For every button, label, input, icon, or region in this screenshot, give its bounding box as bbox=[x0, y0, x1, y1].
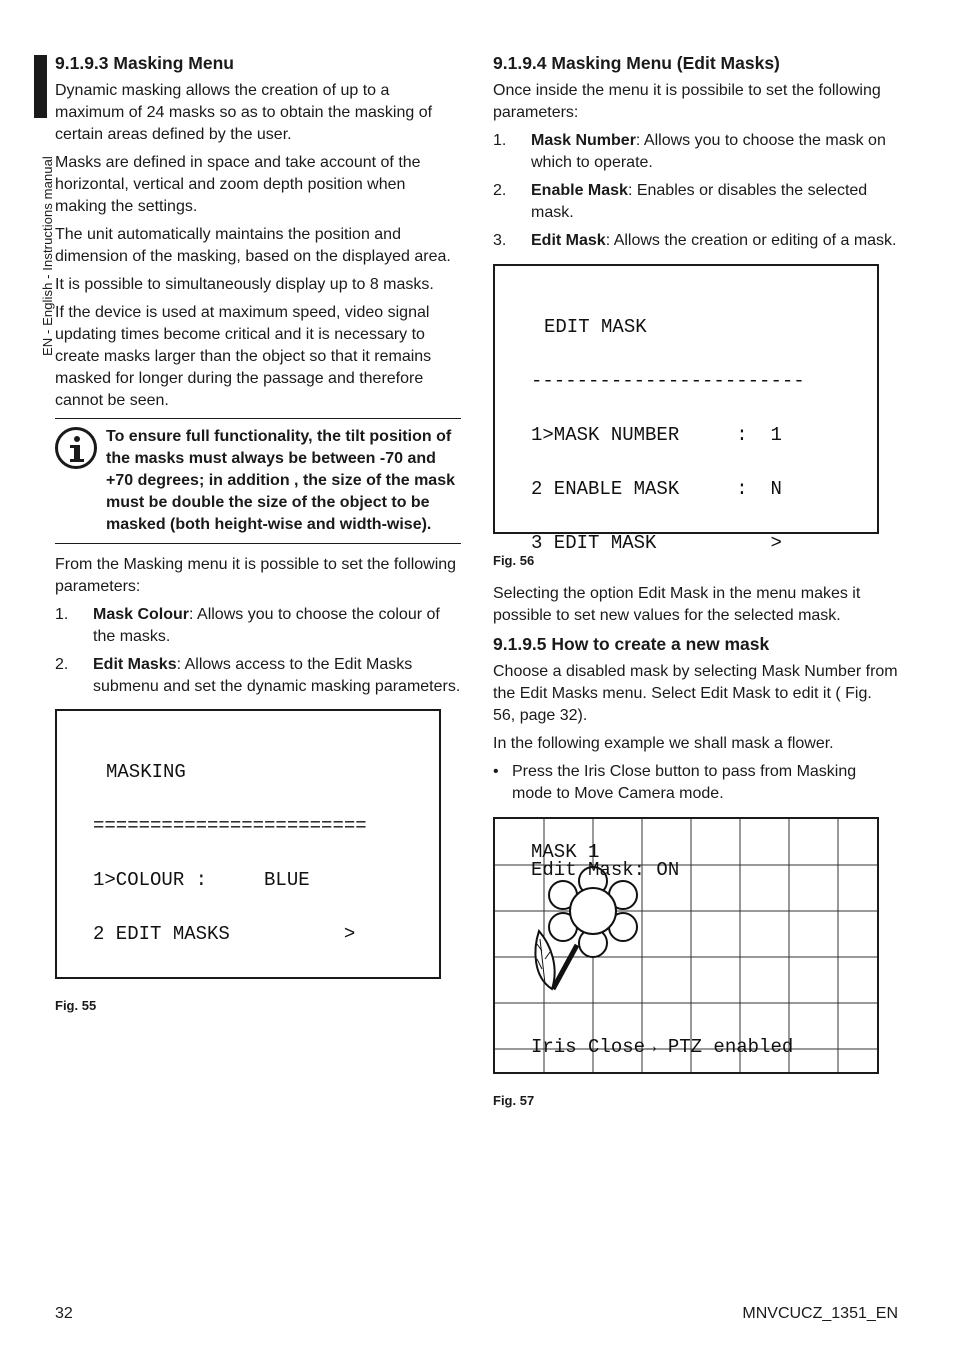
list-item: 3. Edit Mask: Allows the creation or editing of a mask. bbox=[493, 232, 897, 249]
osd-line: 3 EDIT MASK > bbox=[531, 532, 782, 554]
figure-caption: Fig. 55 bbox=[55, 998, 97, 1013]
section-heading-edit-masks: 9.1.9.4 Masking Menu (Edit Masks) bbox=[493, 53, 780, 73]
paragraph: If the device is used at maximum speed, video signal updating times become critical and it is necessary to create masks larger than the object so that it remains masked for longer during the passage and therefore cannot be seen. bbox=[55, 304, 432, 409]
osd-title: EDIT MASK bbox=[544, 316, 647, 338]
list-item: • Press the Iris Close button to pass from Masking mode to Move Camera mode. bbox=[493, 763, 857, 802]
note-text: To ensure full functionality, the tilt position of the masks must always be between -70 and +70 degrees; in addition , the size of the mask must be double the size of the object to be masked (both height-wise and width-wise). bbox=[106, 428, 455, 533]
paragraph: Choose a disabled mask by selecting Mask Number from the Edit Masks menu. Select Edit Mask to edit it ( Fig. 56, page 32). bbox=[493, 663, 898, 724]
page-number: 32 bbox=[55, 1305, 73, 1322]
osd-edit-mask-menu bbox=[493, 264, 879, 554]
list-item: 1. Mask Colour: Allows you to choose the colour of the masks. bbox=[55, 606, 440, 645]
osd-line: 1>MASK NUMBER : 1 bbox=[531, 424, 782, 446]
osd-line: 2 EDIT MASKS > bbox=[93, 923, 356, 945]
osd-title: MASKING bbox=[106, 761, 186, 783]
osd-line: 1>COLOUR : BLUE bbox=[93, 869, 310, 891]
side-label: EN - English - Instructions manual bbox=[40, 156, 55, 356]
osd-iris-hint: Iris Close→ PTZ enabled bbox=[531, 1036, 794, 1058]
document-code: MNVCUCZ_1351_EN bbox=[742, 1305, 898, 1322]
bullet-list bbox=[493, 761, 898, 805]
osd-line: 2 ENABLE MASK : N bbox=[531, 478, 782, 500]
figure-caption: Fig. 56 bbox=[493, 553, 535, 568]
paragraph: Dynamic masking allows the creation of up to a maximum of 24 masks so as to obtain the masking of certain areas defined by the user. bbox=[55, 82, 433, 143]
parameter-list bbox=[55, 604, 461, 698]
osd-masking-menu bbox=[55, 709, 441, 979]
paragraph: It is possible to simultaneously display up to 8 masks. bbox=[55, 276, 434, 293]
section-marker-bar bbox=[34, 55, 47, 118]
list-item: 2. Enable Mask: Enables or disables the selected mask. bbox=[493, 182, 868, 221]
paragraph: Selecting the option Edit Mask in the menu makes it possible to set new values for the selected mask. bbox=[493, 585, 861, 624]
camera-view-illustration bbox=[493, 817, 879, 1074]
paragraph: The unit automatically maintains the position and dimension of the masking, based on the displayed area. bbox=[55, 226, 451, 265]
left-column bbox=[55, 52, 461, 1028]
right-column bbox=[493, 52, 898, 1123]
section-heading-create-mask: 9.1.9.5 How to create a new mask bbox=[493, 634, 770, 654]
parameter-list bbox=[493, 130, 898, 252]
figure-caption: Fig. 57 bbox=[493, 1093, 535, 1108]
osd-rule: ======================== bbox=[93, 815, 367, 837]
paragraph: Masks are defined in space and take account of the horizontal, vertical and zoom depth position when making the settings. bbox=[55, 154, 421, 215]
paragraph: In the following example we shall mask a flower. bbox=[493, 735, 834, 752]
paragraph: Once inside the menu it is possibile to set the following parameters: bbox=[493, 82, 881, 121]
osd-mask-number: MASK 1 bbox=[531, 841, 600, 863]
paragraph: From the Masking menu it is possible to set the following parameters: bbox=[55, 556, 457, 595]
list-item: 2. Edit Masks: Allows access to the Edit Masks submenu and set the dynamic masking parameters. bbox=[55, 656, 461, 695]
list-item: 1. Mask Number: Allows you to choose the mask on which to operate. bbox=[493, 132, 886, 171]
info-note bbox=[55, 418, 461, 544]
section-heading-masking-menu: 9.1.9.3 Masking Menu bbox=[55, 53, 234, 73]
osd-edit-mask-status: Edit Mask: ON bbox=[531, 859, 680, 881]
osd-rule: ------------------------ bbox=[531, 370, 805, 392]
info-icon bbox=[55, 427, 97, 469]
